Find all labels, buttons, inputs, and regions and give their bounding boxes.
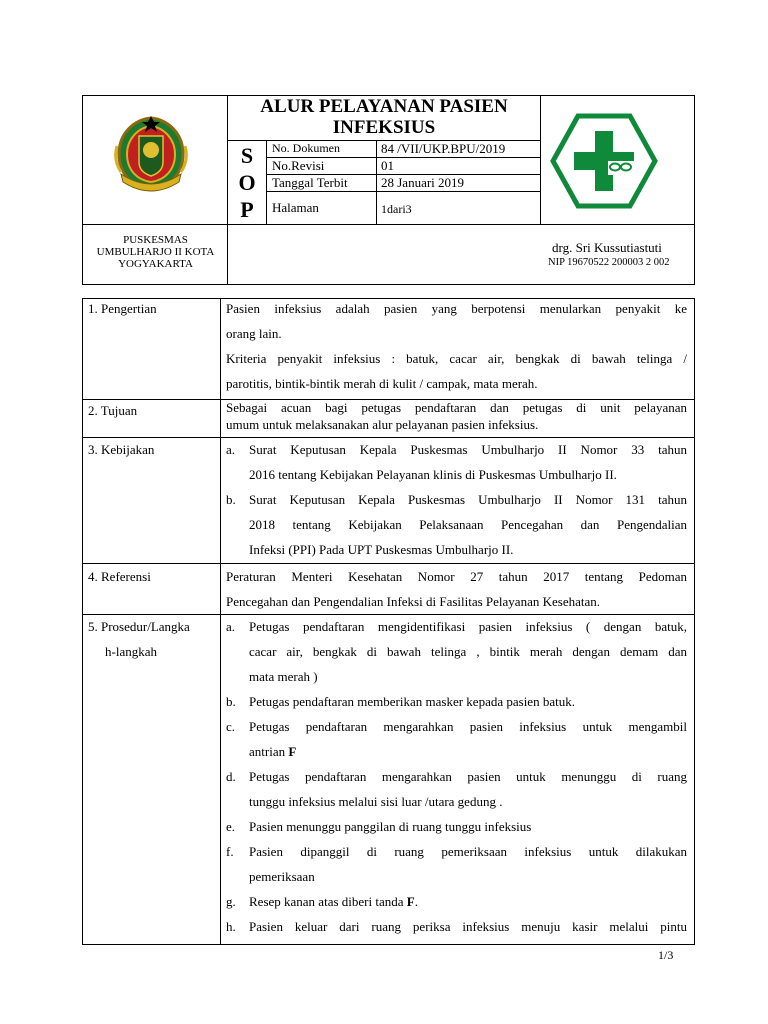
city-emblem-logo xyxy=(113,112,189,196)
signer-nip: NIP 19670522 200003 2 002 xyxy=(548,257,670,268)
prosedur-line: tunggu infeksius melalui sisi luar /utara gedung . xyxy=(249,794,503,809)
prosedur-line: Petugas pendaftaran mengidentifikasi pasien infeksius ( dengan batuk, xyxy=(249,619,687,634)
list-marker: a. xyxy=(226,619,236,634)
list-marker: g. xyxy=(226,894,236,909)
kebijakan-line: Surat Keputusan Kepala Puskesmas Umbulharjo II Nomor 131 tahun xyxy=(249,492,687,507)
prosedur-line: cacar air, bengkak di bawah telinga , bintik merah dengan demam dan xyxy=(249,644,687,659)
sop-letter-p: P xyxy=(240,197,254,222)
bold-mark: F xyxy=(406,894,415,909)
row-label-prosedur-cont: h-langkah xyxy=(105,644,157,659)
list-marker: f. xyxy=(226,844,234,859)
bold-mark: F xyxy=(288,744,297,759)
pengertian-line: orang lain. xyxy=(226,326,282,341)
prosedur-line: Petugas pendaftaran memberikan masker kepada pasien batuk. xyxy=(249,694,575,709)
list-marker: c. xyxy=(226,719,236,734)
referensi-line: Peraturan Menteri Kesehatan Nomor 27 tahun 2017 tentang Pedoman xyxy=(226,569,687,584)
row-label-prosedur: 5. Prosedur/Langka xyxy=(88,619,190,634)
meta-value-dokumen: 84 /VII/UKP.BPU/2019 xyxy=(381,141,506,156)
meta-label-tanggal: Tanggal Terbit xyxy=(272,175,348,190)
pengertian-line: parotitis, bintik-bintik merah di kulit / campak, mata merah. xyxy=(226,376,538,391)
sop-letter-s: S xyxy=(240,143,254,168)
row-label-referensi: 4. Referensi xyxy=(88,569,151,584)
kebijakan-line: 2016 tentang Kebijakan Pelayanan klinis di Puskesmas Umbulharjo II. xyxy=(249,467,617,482)
puskesmas-logo xyxy=(550,113,658,209)
meta-label-halaman: Halaman xyxy=(272,200,319,215)
prosedur-line: Pasien menunggu panggilan di ruang tunggu infeksius xyxy=(249,819,532,834)
kebijakan-line: Infeksi (PPI) Pada UPT Puskesmas Umbulharjo II. xyxy=(249,542,514,557)
sop-letter-o: O xyxy=(238,170,256,195)
tujuan-line: umum untuk melaksanakan alur pelayanan pasien infeksius. xyxy=(226,417,539,432)
prosedur-line: Pasien keluar dari ruang periksa infeksius menuju kasir melalui pintu xyxy=(249,919,687,934)
prosedur-line: Pasien dipanggil di ruang pemeriksaan infeksius untuk dilakukan xyxy=(249,844,687,859)
tujuan-line: Sebagai acuan bagi petugas pendaftaran dan petugas di unit pelayanan xyxy=(226,400,687,415)
pengertian-line: Kriteria penyakit infeksius : batuk, cacar air, bengkak di bawah telinga / xyxy=(226,351,687,366)
list-marker: d. xyxy=(226,769,236,784)
prosedur-line: pemeriksaan xyxy=(249,869,315,884)
meta-value-revisi: 01 xyxy=(381,158,394,173)
kebijakan-line: Surat Keputusan Kepala Puskesmas Umbulharjo II Nomor 33 tahun xyxy=(249,442,687,457)
document-title: ALUR PELAYANAN PASIEN INFEKSIUS xyxy=(260,96,508,138)
page-number: 1/3 xyxy=(658,948,674,962)
meta-label-dokumen: No. Dokumen xyxy=(272,141,340,155)
row-label-tujuan: 2. Tujuan xyxy=(88,403,138,418)
organization-name: PUSKESMAS UMBULHARJO II KOTA YOGYAKARTA xyxy=(96,234,215,270)
list-marker: b. xyxy=(226,492,236,507)
prosedur-line: Petugas pendaftaran mengarahkan pasien infeksius untuk mengambil xyxy=(249,719,687,734)
signer-name: drg. Sri Kussutiastuti xyxy=(552,240,662,255)
list-marker: a. xyxy=(226,442,236,457)
meta-value-halaman: 1dari3 xyxy=(381,202,412,216)
list-marker: e. xyxy=(226,819,236,834)
prosedur-line: Petugas pendaftaran mengarahkan pasien untuk menunggu di ruang xyxy=(249,769,687,784)
prosedur-line: mata merah ) xyxy=(249,669,318,684)
list-marker: b. xyxy=(226,694,236,709)
referensi-line: Pencegahan dan Pengendalian Infeksi di Fasilitas Pelayanan Kesehatan. xyxy=(226,594,600,609)
prosedur-text: antrian xyxy=(249,744,289,759)
row-label-kebijakan: 3. Kebijakan xyxy=(88,442,155,457)
prosedur-line xyxy=(249,889,418,914)
prosedur-line xyxy=(249,739,296,764)
row-label-pengertian: 1. Pengertian xyxy=(88,301,157,316)
meta-value-tanggal: 28 Januari 2019 xyxy=(381,175,465,190)
list-marker: h. xyxy=(226,919,236,934)
meta-label-revisi: No.Revisi xyxy=(272,158,325,173)
prosedur-text-end: . xyxy=(414,894,418,909)
prosedur-text: Resep kanan atas diberi tanda xyxy=(249,894,407,909)
kebijakan-line: 2018 tentang Kebijakan Pelaksanaan Pencegahan dan Pengendalian xyxy=(249,517,687,532)
pengertian-line: Pasien infeksius adalah pasien yang berpotensi menularkan penyakit ke xyxy=(226,301,687,316)
